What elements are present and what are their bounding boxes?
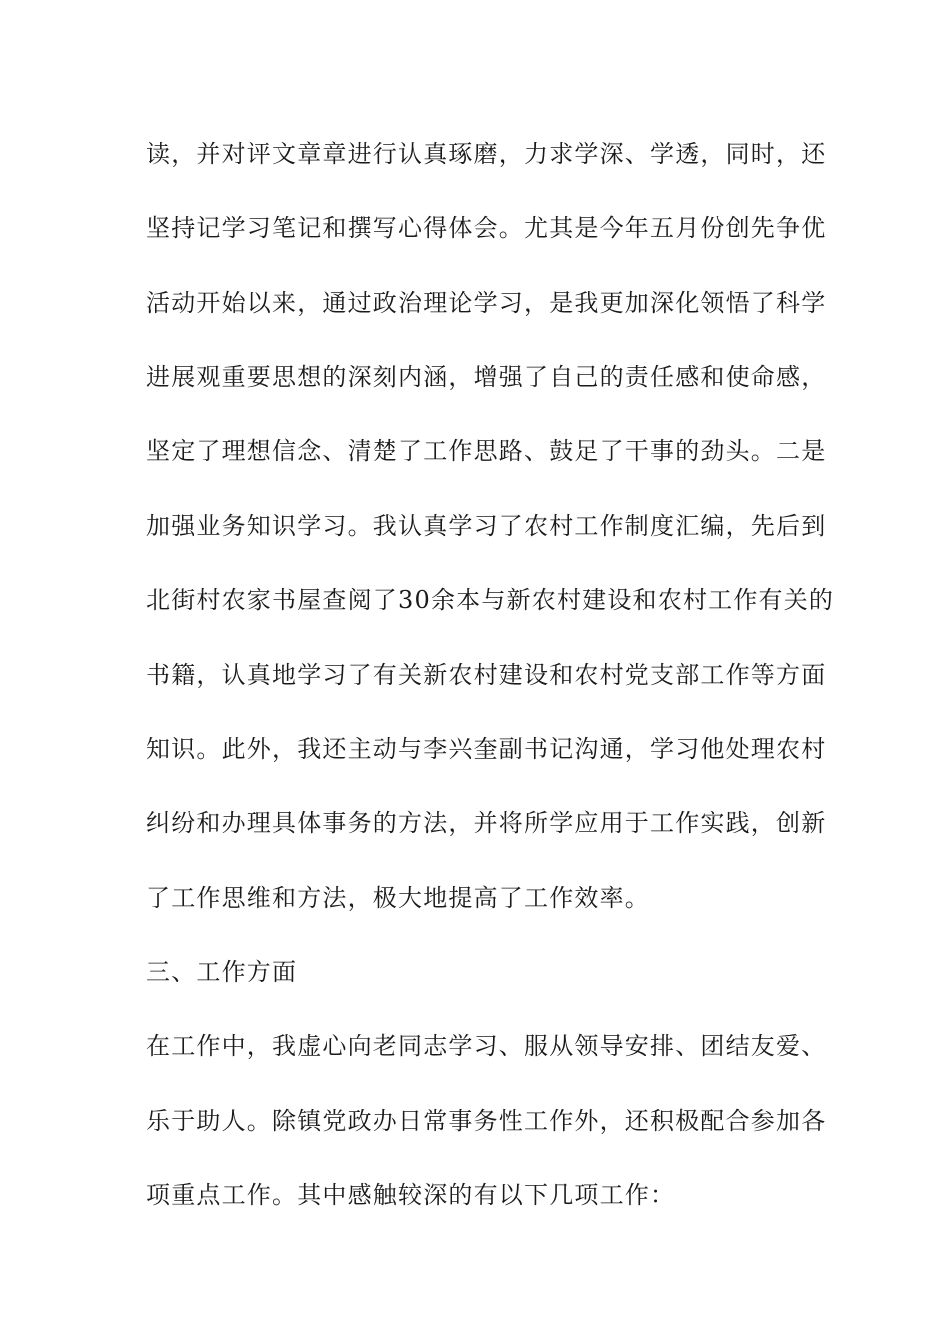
- paragraph-line: 乐于助人。除镇党政办日常事务性工作外，还积极配合参加各: [146, 1107, 827, 1135]
- paragraph-line: 读，并对评文章章进行认真琢磨，力求学深、学透，同时，还: [146, 140, 827, 168]
- paragraph-line: 进展观重要思想的深刻内涵，增强了自己的责任感和使命感，: [146, 363, 827, 391]
- paragraph-line: 纠纷和办理具体事务的方法，并将所学应用于工作实践，创新: [146, 809, 827, 837]
- paragraph-line: 坚定了理想信念、清楚了工作思路、鼓足了干事的劲头。二是: [146, 437, 827, 465]
- paragraph-line: 了工作思维和方法，极大地提高了工作效率。: [146, 884, 650, 912]
- paragraph-line: 在工作中，我虚心向老同志学习、服从领导安排、团结友爱、: [146, 1032, 827, 1060]
- paragraph-line: 项重点工作。其中感触较深的有以下几项工作：: [146, 1181, 676, 1209]
- paragraph-line: 活动开始以来，通过政治理论学习，是我更加深化领悟了科学: [146, 289, 827, 317]
- paragraph-line: 坚持记学习笔记和撰写心得体会。尤其是今年五月份创先争优: [146, 214, 827, 242]
- paragraph-line: 书籍，认真地学习了有关新农村建设和农村党支部工作等方面: [146, 661, 827, 689]
- paragraph-line: 加强业务知识学习。我认真学习了农村工作制度汇编，先后到: [146, 512, 827, 540]
- section-heading: 三、工作方面: [146, 958, 298, 986]
- paragraph-line: 北街村农家书屋查阅了30余本与新农村建设和农村工作有关的: [146, 586, 835, 614]
- paragraph-line: 知识。此外，我还主动与李兴奎副书记沟通，学习他处理农村: [146, 735, 827, 763]
